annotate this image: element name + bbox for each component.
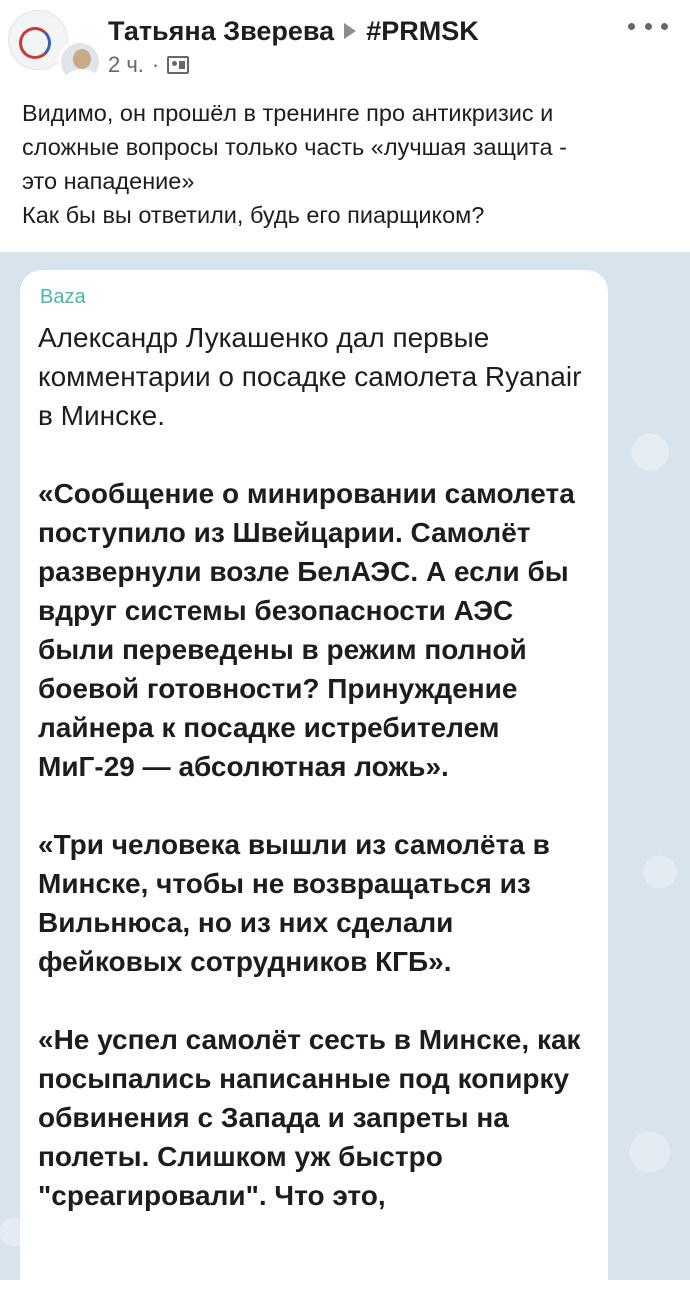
message-quote: «Не успел самолёт сесть в Минске, как посыпались написанные под копирку обвинения с Запада и запреты на полеты. Слишком уж быстро "среагировали". Что это, bbox=[38, 1024, 581, 1211]
message-text bbox=[38, 318, 590, 1215]
group-icon bbox=[167, 56, 189, 74]
post-text-line: это нападение» bbox=[22, 168, 195, 194]
post-text bbox=[22, 96, 672, 232]
message-bubble bbox=[20, 270, 608, 1310]
more-horizontal-icon bbox=[628, 23, 635, 30]
user-avatar[interactable] bbox=[58, 40, 102, 84]
right-triangle-icon bbox=[344, 23, 356, 39]
post-text-line: Как бы вы ответили, будь его пиарщиком? bbox=[22, 202, 485, 228]
group-name[interactable]: #PRMSK bbox=[366, 15, 479, 46]
post-text-line: сложные вопросы только часть «лучшая защита - bbox=[22, 134, 567, 160]
post-meta bbox=[108, 50, 189, 80]
user-avatar-face bbox=[73, 49, 91, 69]
avatar[interactable] bbox=[8, 10, 100, 78]
message-quote: «Три человека вышли из самолёта в Минске, чтобы не возвращаться из Вильнюса, но из них сделали фейковых сотрудников КГБ». bbox=[38, 829, 550, 977]
meta-separator: · bbox=[151, 52, 160, 77]
post-timestamp[interactable]: 2 ч. bbox=[108, 52, 144, 77]
more-horizontal-icon bbox=[661, 23, 668, 30]
author-line bbox=[108, 12, 479, 50]
user-avatar-body bbox=[65, 69, 99, 84]
attached-screenshot[interactable] bbox=[0, 252, 690, 1280]
message-quote: «Сообщение о минировании самолета поступило из Швейцарии. Самолёт развернули возле БелАЭС. А если бы вдруг системы безопасности АЭС были переведены в режим полной боевой готовности? Принуждение лайнера к посадке истребителем МиГ-29 — абсолютная ложь». bbox=[38, 478, 575, 782]
author-name[interactable]: Татьяна Зверева bbox=[108, 15, 335, 46]
message-lead: Александр Лукашенко дал первые комментарии о посадке самолета Ryanair в Минске. bbox=[38, 322, 582, 431]
more-horizontal-icon bbox=[645, 23, 652, 30]
post-header bbox=[0, 0, 690, 92]
channel-name[interactable]: Baza bbox=[40, 286, 86, 308]
post-text-line: Видимо, он прошёл в тренинге про антикризис и bbox=[22, 100, 554, 126]
more-options-button[interactable] bbox=[628, 14, 668, 38]
